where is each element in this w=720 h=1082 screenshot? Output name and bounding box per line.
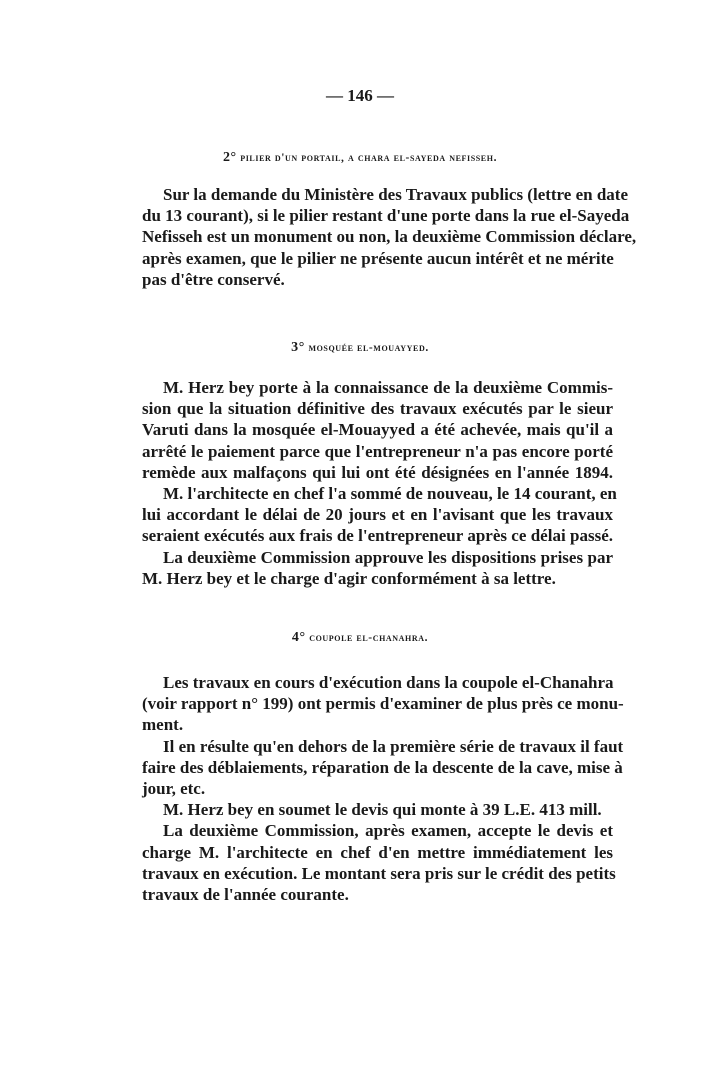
text-line: M. Herz bey en soumet le devis qui monte à 39 L.E. 413 mill. [163, 800, 602, 820]
section-number: 4° [291, 630, 306, 645]
text-line: charge M. l'architecte en chef d'en mettre immédiatement les [142, 842, 613, 862]
text-line: seraient exécutés aux frais de l'entrepreneur après ce délai passé. [142, 526, 613, 546]
text-line: travaux de l'année courante. [142, 884, 349, 904]
section-title: mosquée el-mouayyed. [308, 342, 429, 354]
text-line: La deuxième Commission approuve les dispositions prises par [163, 547, 613, 567]
text-line: pas d'être conservé. [142, 269, 285, 289]
section-number: 2° [222, 150, 237, 165]
text-line: Il en résulte qu'en dehors de la première série de travaux il faut [163, 736, 624, 756]
section-title: pilier d'un portail, a chara el-sayeda nefisseh. [240, 152, 498, 164]
section-number: 3° [291, 340, 305, 355]
text-line: lui accordant le délai de 20 jours et en l'avisant que les travaux [142, 505, 613, 525]
text-line: arrêté le paiement parce que l'entrepreneur n'a pas encore porté [142, 441, 613, 461]
text-line: Sur la demande du Ministère des Travaux publics (lettre en date [163, 185, 629, 204]
text-line: M. l'architecte en chef l'a sommé de nouveau, le 14 courant, en [163, 483, 617, 503]
text-line: La deuxième Commission, après examen, accepte le devis et [163, 821, 613, 841]
text-line: M. Herz bey porte à la connaissance de la deuxième Commis- [163, 378, 613, 397]
text-line: ment. [142, 715, 184, 735]
text-line: remède aux malfaçons qui lui ont été désignées en l'année 1894. [142, 462, 613, 482]
text-line: travaux en exécution. Le montant sera pris sur le crédit des petits [142, 863, 616, 883]
text-line: faire des déblaiements, réparation de la descente de la cave, mise à [142, 757, 623, 777]
page-number: — 146 — [326, 86, 394, 105]
section-heading-2 [0, 150, 720, 166]
text-line: du 13 courant), si le pilier restant d'une porte dans la rue el-Sayeda [142, 206, 630, 226]
text-line: Varuti dans la mosquée el-Mouayyed a été achevée, mais qu'il a [142, 420, 613, 440]
paragraph-mosquee [142, 377, 617, 589]
text-line: (voir rapport n° 199) ont permis d'examiner de plus près ce monu- [142, 694, 624, 714]
paragraph-pilier [142, 184, 637, 290]
text-line: jour, etc. [142, 778, 206, 798]
section-heading-4 [0, 630, 720, 646]
paragraph-coupole [142, 672, 624, 905]
text-line: Nefisseh est un monument ou non, la deuxième Commission déclare, [142, 227, 637, 247]
section-heading-3 [0, 340, 720, 356]
text-line: M. Herz bey et le charge d'agir conformément à sa lettre. [142, 568, 556, 588]
text-line: sion que la situation définitive des travaux exécutés par le sieur [142, 399, 613, 419]
text-line: après examen, que le pilier ne présente aucun intérêt et ne mérite [142, 248, 614, 268]
section-title: coupole el-chanahra. [309, 632, 429, 644]
text-line: Les travaux en cours d'exécution dans la coupole el-Chanahra [163, 673, 614, 692]
